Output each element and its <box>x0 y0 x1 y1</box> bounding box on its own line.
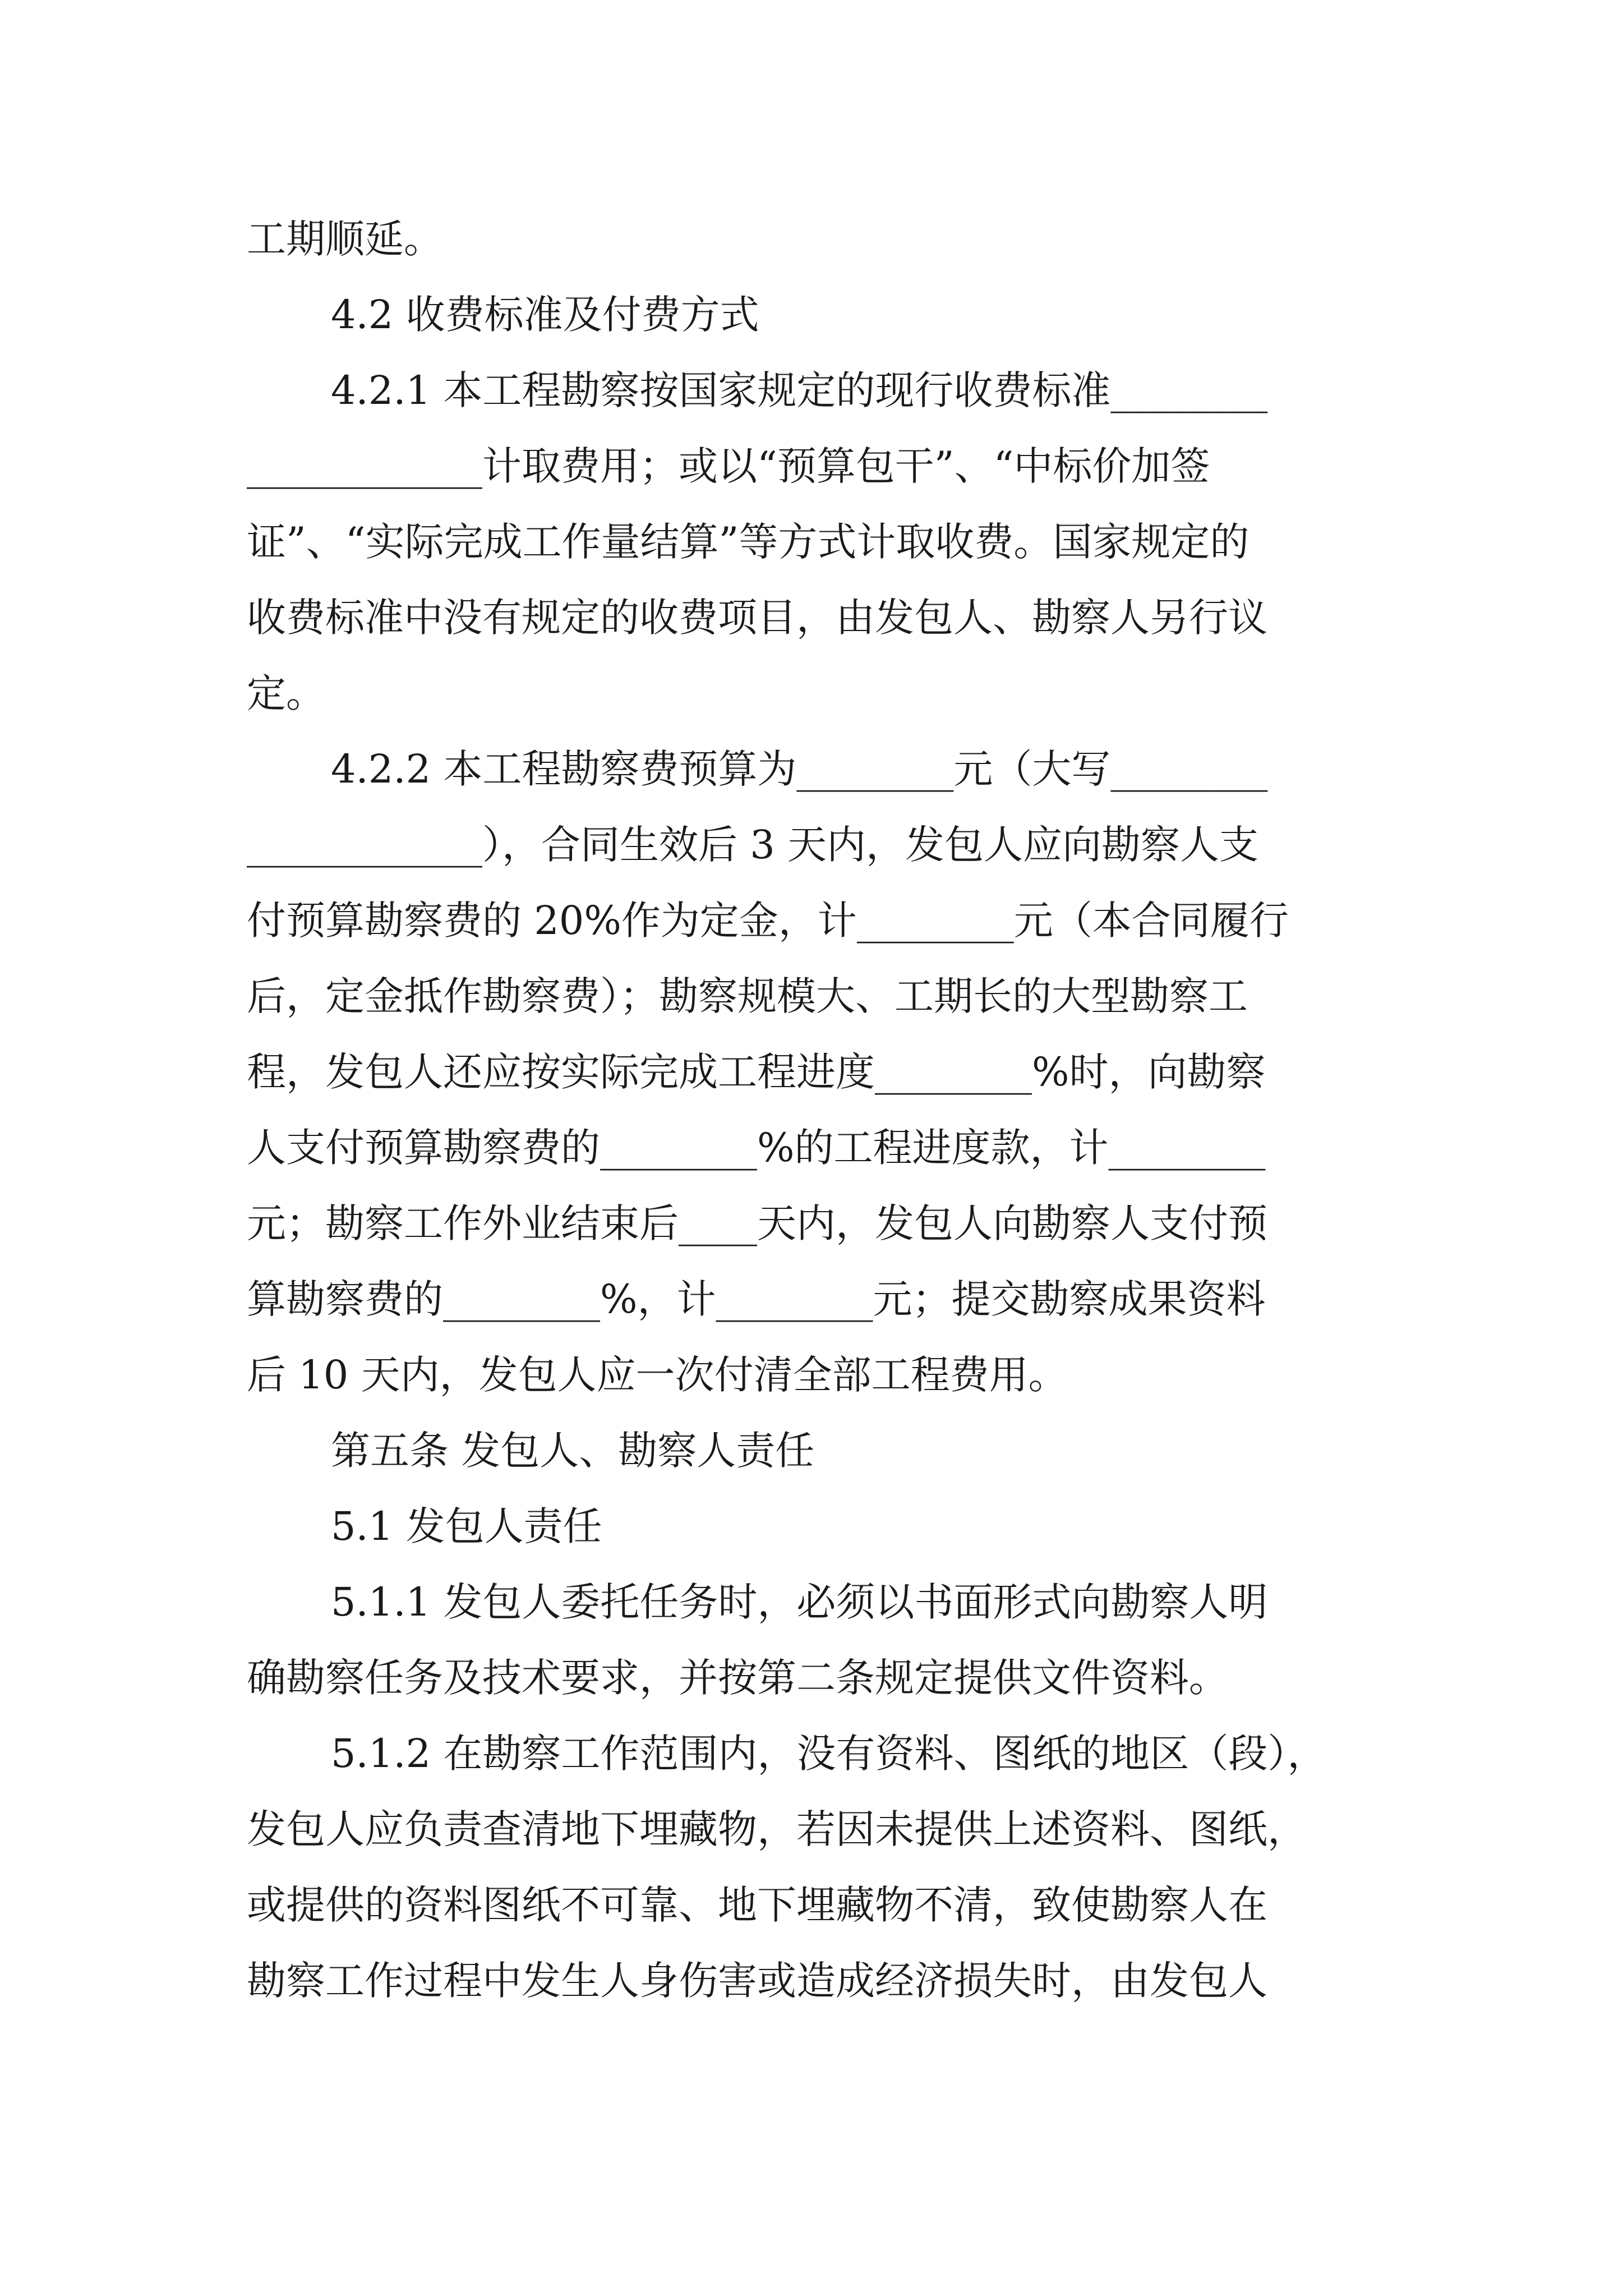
text-line-22: 发包人应负责查清地下埋藏物，若因未提供上述资料、图纸， <box>247 1806 1307 1852</box>
article-heading-5: 第五条 发包人、勘察人责任 <box>331 1428 815 1474</box>
text-line-3: 4.2.1 本工程勘察按国家规定的现行收费标准________ <box>331 367 1268 413</box>
text-line-21: 5.1.2 在勘察工作范围内，没有资料、图纸的地区（段）， <box>331 1731 1327 1777</box>
text-line-5: 证”、“实际完成工作量结算”等方式计取收费。国家规定的 <box>247 519 1249 565</box>
text-line-4: ____________计取费用；或以“预算包干”、“中标价加签 <box>247 443 1210 489</box>
section-heading-4-2: 4.2 收费标准及付费方式 <box>331 292 759 338</box>
text-line-8: 4.2.2 本工程勘察费预算为________元（大写________ <box>331 746 1268 792</box>
text-line-23: 或提供的资料图纸不可靠、地下埋藏物不清，致使勘察人在 <box>247 1882 1267 1928</box>
text-line-19: 5.1.1 发包人委托任务时，必须以书面形式向勘察人明 <box>331 1579 1268 1625</box>
text-line-12: 程，发包人还应按实际完成工程进度________%时，向勘察 <box>247 1049 1266 1095</box>
text-line-14: 元；勘察工作外业结束后____天内，发包人向勘察人支付预 <box>247 1200 1267 1246</box>
text-line-24: 勘察工作过程中发生人身伤害或造成经济损失时，由发包人 <box>247 1958 1267 2004</box>
text-line-10: 付预算勘察费的 20%作为定金，计________元（本合同履行 <box>247 898 1289 944</box>
text-line-15: 算勘察费的________%，计________元；提交勘察成果资料 <box>247 1276 1266 1322</box>
text-line-20: 确勘察任务及技术要求，并按第二条规定提供文件资料。 <box>247 1655 1228 1701</box>
text-line-11: 后，定金抵作勘察费）；勘察规模大、工期长的大型勘察工 <box>247 973 1248 1019</box>
text-line-1: 工期顺延。 <box>247 216 443 262</box>
text-line-6: 收费标准中没有规定的收费项目，由发包人、勘察人另行议 <box>247 595 1267 641</box>
text-line-7: 定。 <box>247 670 325 716</box>
text-line-13: 人支付预算勘察费的________%的工程进度款，计________ <box>247 1125 1266 1171</box>
section-heading-5-1: 5.1 发包人责任 <box>331 1503 602 1549</box>
text-line-16: 后 10 天内，发包人应一次付清全部工程费用。 <box>247 1352 1068 1398</box>
text-line-9: ____________），合同生效后 3 天内，发包人应向勘察人支 <box>247 822 1259 868</box>
